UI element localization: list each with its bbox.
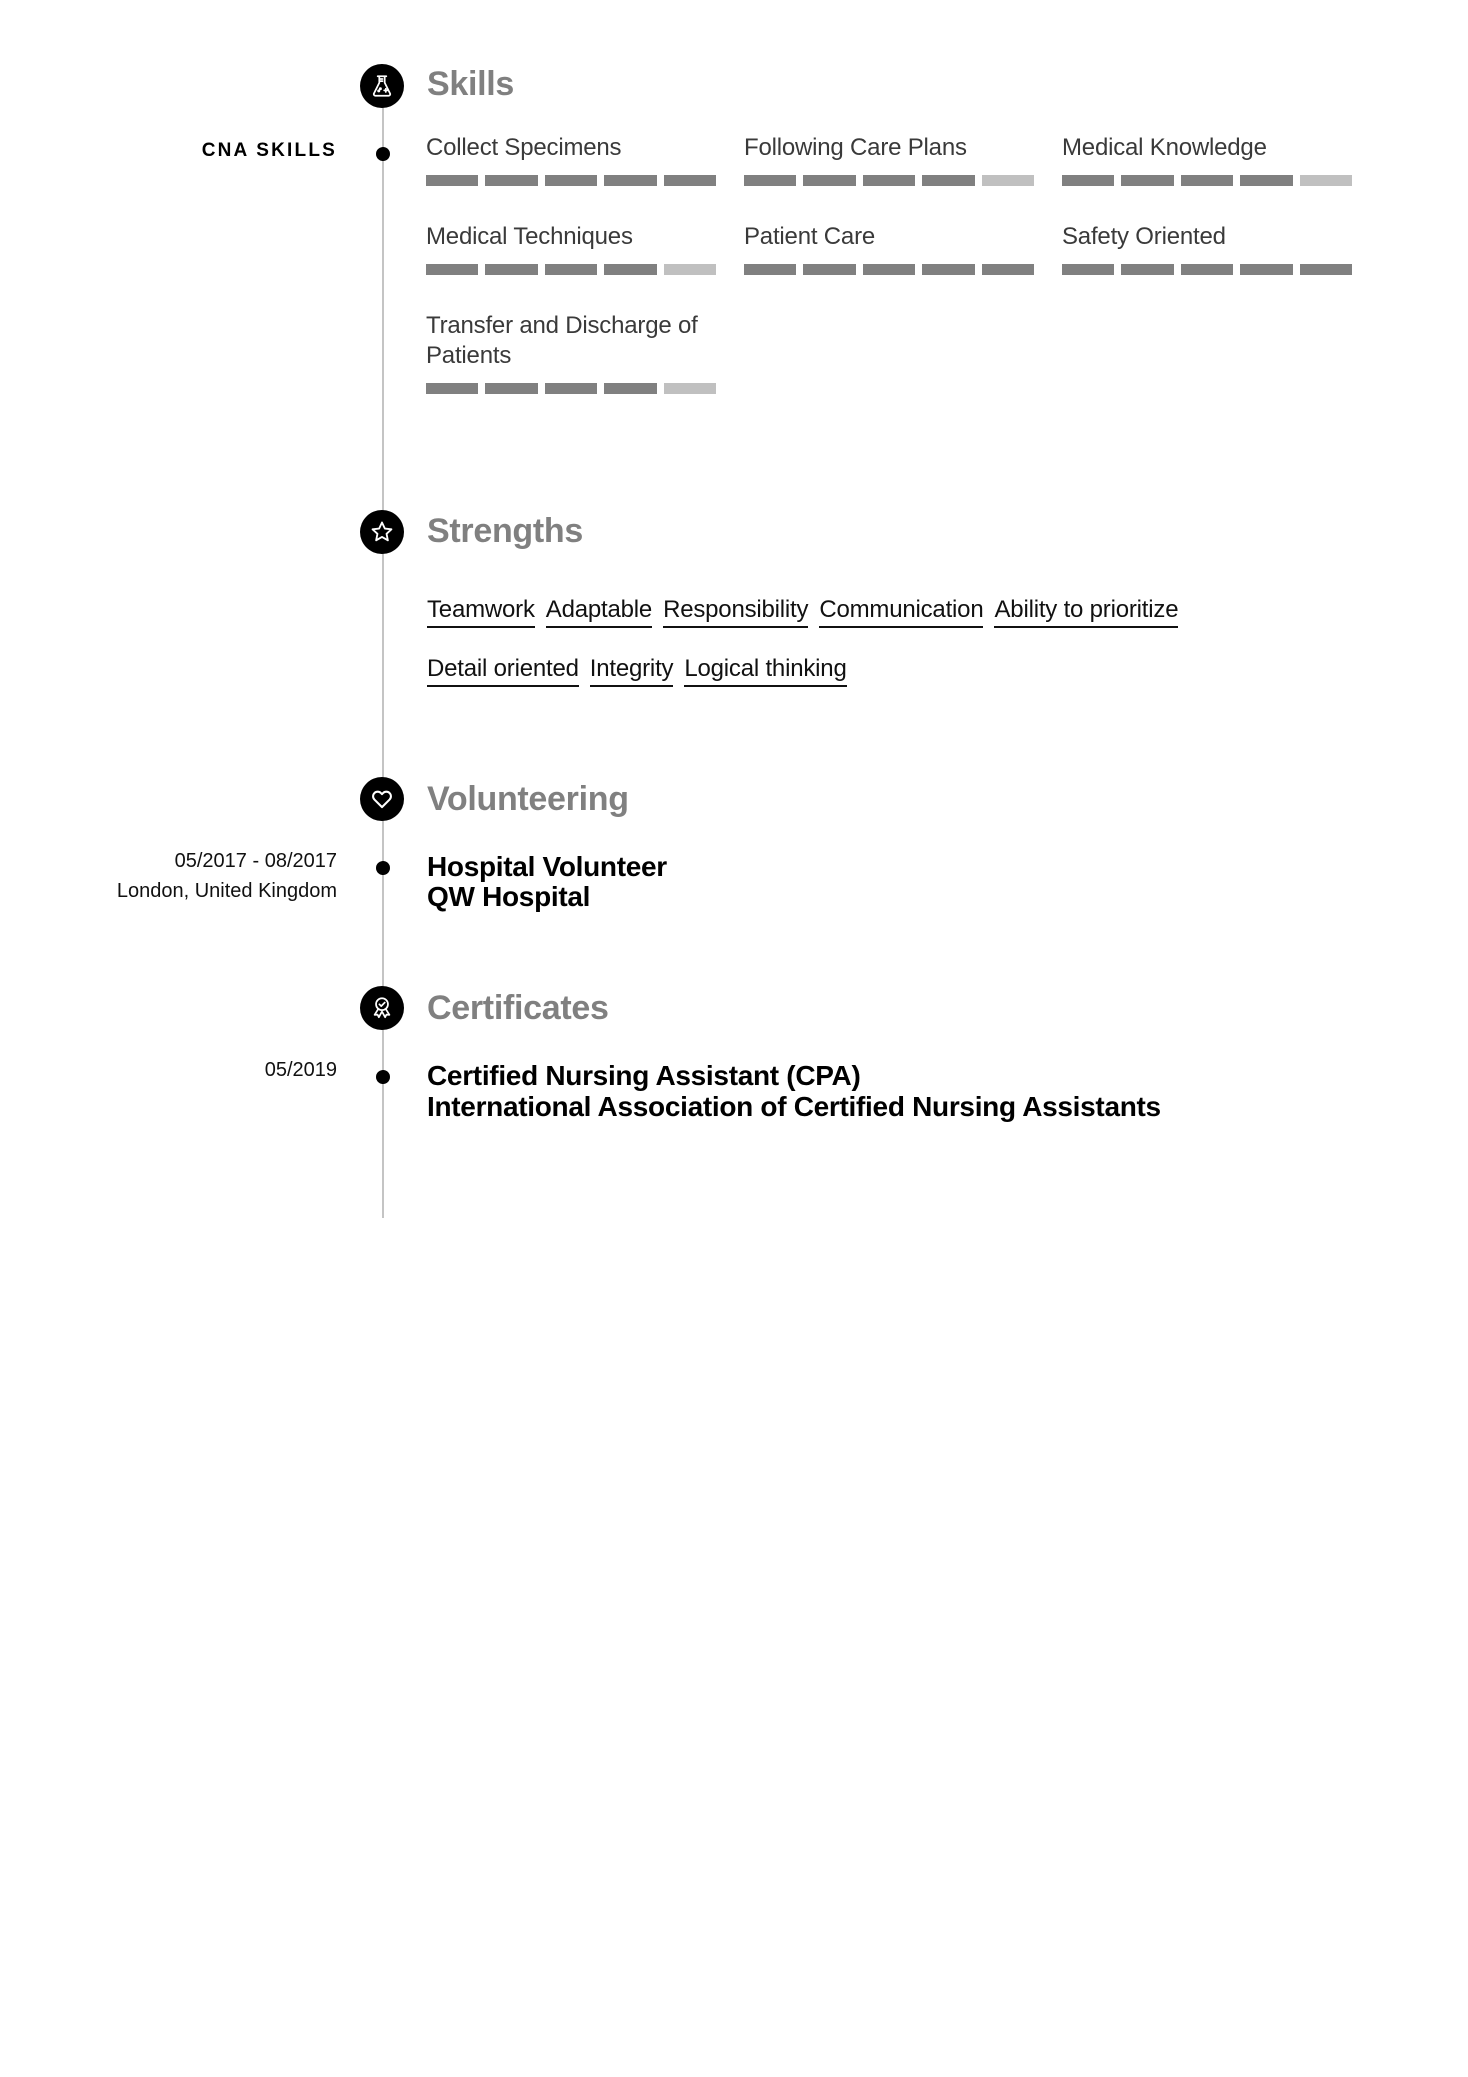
strength-tag: Logical thinking [684,654,846,687]
skill-level-segment-filled [922,264,974,275]
skill-level-segment-empty [664,264,716,275]
volunteer-dates: 05/2017 - 08/2017 [174,850,337,872]
skill-level-segment-empty [1300,175,1352,186]
volunteer-role: Hospital Volunteer [427,851,667,882]
skill-level-segment-filled [604,383,656,394]
certificate-name: Certified Nursing Assistant (CPA) [427,1060,861,1091]
skill-name: Medical Knowledge [1062,134,1267,161]
skill-level-segment-filled [744,264,796,275]
skill-level-segment-filled [1121,264,1173,275]
skill-level-segment-filled [1181,175,1233,186]
skill-name: Transfer and Discharge of Patients [426,312,698,369]
skill-name: Patient Care [744,223,876,250]
skill-level-segment-filled [485,383,537,394]
strength-tag: Communication [819,595,983,628]
skill-item [744,222,1035,311]
skill-level-segment-filled [803,175,855,186]
skill-level-segment-filled [604,175,656,186]
skill-item [1062,222,1353,311]
skill-level-segment-filled [664,175,716,186]
skill-item [1062,133,1353,222]
skill-level-segment-filled [1300,264,1352,275]
skill-level-segment-filled [485,264,537,275]
skill-name: Following Care Plans [744,134,967,161]
skill-level-segment-filled [1121,175,1173,186]
skill-level-segment-filled [545,264,597,275]
certificates-heading: Certificates [427,989,609,1027]
skill-group-label: CNA SKILLS [201,140,337,161]
skill-level-segment-filled [1062,264,1114,275]
skill-level-bar [426,264,716,275]
skill-level-segment-filled [426,383,478,394]
heart-icon [360,777,404,821]
skill-level-segment-filled [922,175,974,186]
skill-name: Medical Techniques [426,223,633,250]
skill-level-bar [1062,264,1352,275]
skill-level-bar [426,175,716,186]
skill-level-segment-filled [426,264,478,275]
skill-level-bar [744,175,1034,186]
skills-heading: Skills [427,65,515,103]
volunteer-organization: QW Hospital [427,881,591,912]
volunteer-location: London, United Kingdom [116,880,337,902]
skill-level-segment-filled [744,175,796,186]
skill-level-bar [1062,175,1352,186]
certificate-issuer: International Association of Certified Nursing Assistants [427,1091,1161,1122]
skill-level-segment-filled [485,175,537,186]
certificate-date: 05/2019 [264,1059,337,1081]
flask-icon [360,64,404,108]
skill-level-segment-filled [1062,175,1114,186]
skill-level-segment-filled [863,264,915,275]
strength-tag: Responsibility [663,595,808,628]
skill-level-segment-empty [982,175,1034,186]
timeline-dot [376,1070,390,1084]
timeline-dot [376,147,390,161]
skill-level-segment-filled [426,175,478,186]
skill-level-segment-empty [664,383,716,394]
skill-level-segment-filled [1181,264,1233,275]
strength-tags [427,595,1327,687]
strength-tag: Detail oriented [427,654,579,687]
volunteering-heading: Volunteering [427,780,629,818]
skill-item [426,311,717,441]
skill-level-bar [744,264,1034,275]
skill-level-segment-filled [1240,175,1292,186]
strength-tag: Integrity [590,654,674,687]
star-icon [360,510,404,554]
skill-name: Collect Specimens [426,134,622,161]
skill-level-segment-filled [545,175,597,186]
strength-tag: Adaptable [546,595,652,628]
skill-item [426,133,717,222]
strength-tag: Ability to prioritize [994,595,1178,628]
skill-level-segment-filled [863,175,915,186]
skill-level-segment-filled [604,264,656,275]
strengths-heading: Strengths [427,512,583,550]
timeline-dot [376,861,390,875]
skill-level-segment-filled [1240,264,1292,275]
skill-name: Safety Oriented [1062,223,1226,250]
timeline-line [382,86,384,1218]
skill-item [744,133,1035,222]
skill-level-segment-filled [803,264,855,275]
skill-level-bar [426,383,716,394]
skill-level-segment-filled [982,264,1034,275]
skill-item [426,222,717,311]
skill-level-segment-filled [545,383,597,394]
strength-tag: Teamwork [427,595,535,628]
award-ribbon-icon [360,986,404,1030]
skills-grid [426,133,1356,441]
